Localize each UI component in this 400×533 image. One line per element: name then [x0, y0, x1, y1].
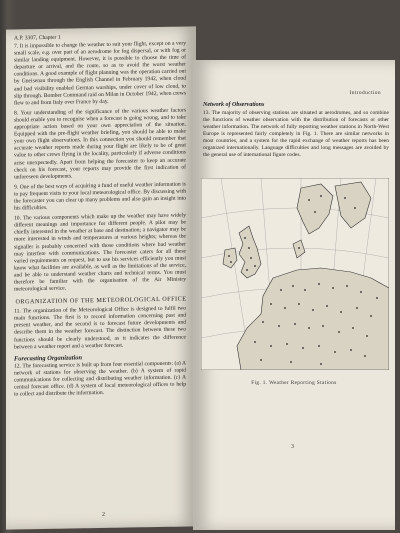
forecasting-organization-heading: Forecasting Organization	[14, 354, 83, 363]
left-running-head: A.P. 3307, Chapter 1	[14, 34, 61, 42]
paragraph-11: 11. The organization of the Meteorological Office is designed to fulfil two main functions. The first is to record information concerning past and present weather, and the second is to forecast future developments and describe them in the weather forecast. The distinction between these two functions should be clearly understood, as it indicates the difference between a weather report and a weather forecast.	[14, 305, 186, 351]
figure-caption: Fig. 1. Weather Reporting Stations	[251, 380, 337, 386]
weather-stations-map	[201, 178, 389, 370]
right-page	[193, 60, 395, 530]
left-page	[6, 26, 196, 529]
left-page-number: 2	[102, 511, 105, 518]
paragraph-12: 12. The forecasting service is built up from four essential components: (a) A network of stations for observing the weather. (b) A system of rapid communications for collecting and distributing weather information. (c) A central forecast office. (d) A system of local meteorological offices to help to collect and distribute the information.	[14, 360, 186, 398]
section-title: ORGANIZATION OF THE METEOROLOGICAL OFFICE	[15, 295, 187, 306]
paragraph-8: 8. Your understanding of the significance of the various weather factors should enable you to recognise when a forecast is going wrong, and to take appropriate action based on your own appreciation of the situation. Equipped with the pre-flight weather briefing, you should be able to make your own flight observations. In this connection you should remember that accurate weather reports made during your flight are likely to be of great value to other crews flying in the locality, particularly if adverse conditions arise unexpectedly. Apart from helping the forecaster to keep an accurate check on his forecast, your reports may provide the first indication of unforeseen developments.	[14, 107, 186, 181]
right-running-head: Introduction	[349, 90, 381, 96]
paragraph-7: 7. It is impossible to change the weather to suit your flight, except on a very small scale, e.g. over part of an aerodrome for fog dispersal, or with fog or similar landing equipment. However, it is possible to choose the time of departure or arrival, and the route, so as to avoid the worst weather conditions. A good example of flight planning was the operation carried out by Gneisenau through the English Channel in February 1942, when cloud and bad visibility enabled German warships, under cover of low cloud, to slip through. Bomber Command raid on Milan in October 1942, when crews flew to and from Italy over France by day.	[14, 40, 186, 107]
right-page-number: 3	[291, 444, 294, 450]
paragraph-13: 13. The majority of observing stations are situated at aerodromes, and so combine the functions of weather observation with the distribution of forecasts or other weather information. The network of fully reporting weather stations in North-West Europe is represented fairly completely in Fig. 1. There are similar networks in most countries, and a system for the rapid exchange of weather reports has been organized internationally. Language difficulties and long messages are avoided by the general use of international figure codes.	[203, 110, 389, 158]
paragraph-10: 10. The various components which make up the weather may have widely different meanings and importance for different people. A pilot may be chiefly interested in the weather at base and destination; a navigator may be more interested in winds and temperatures at various heights; whereas the signaller is probably concerned with those conditions where bad weather may interfere with communications. The forecaster caters for all these varied requirements on request, but to use his services efficiently you must know what facilities are available, as well as the limitations of the service, and be able to understand weather charts and technical terms. You must therefore be familiar with the organisation of the Air Ministry meteorological service.	[14, 212, 186, 293]
network-of-observations-heading: Network of Observations	[203, 102, 265, 108]
paragraph-9: 9. One of the best ways of acquiring a fund of useful weather information is to pay frequent visits to your local meteorological office. By discussing with the forecaster you can clear up many problems and also gain an insight into his difficulties.	[14, 181, 186, 212]
